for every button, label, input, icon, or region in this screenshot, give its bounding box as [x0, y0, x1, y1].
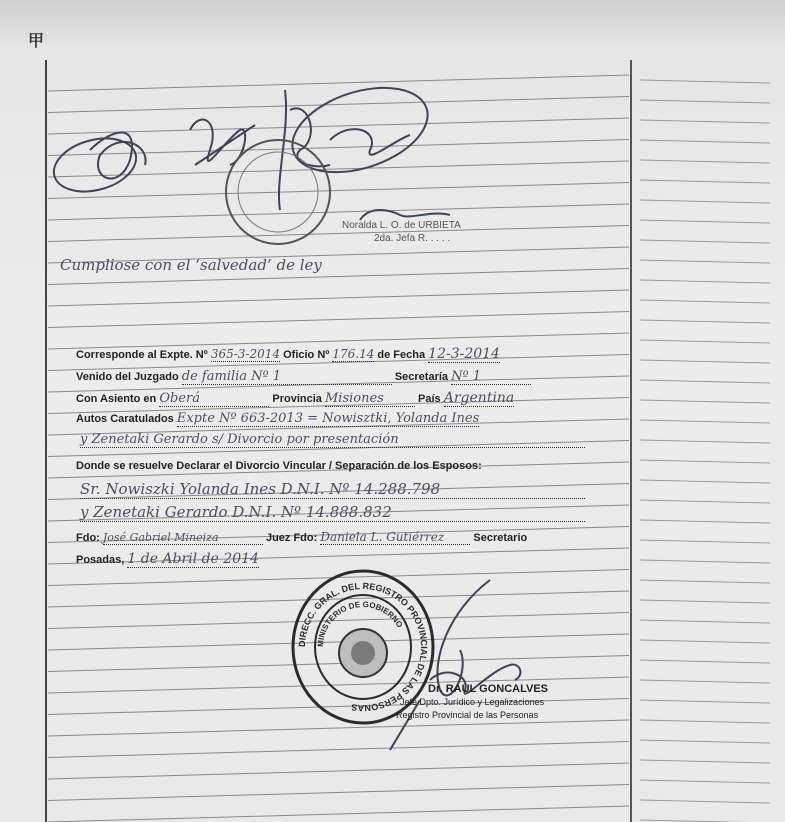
secretario-label: Secretario [473, 532, 528, 544]
oficio-value: 176.14 [332, 347, 375, 361]
secretaria-label: Secretaría [394, 371, 449, 383]
autos-value-2: y Zenetaki Gerardo s/ Divorcio por presentación [80, 432, 585, 448]
pais-label: País [418, 393, 441, 405]
official-line-1: Jefe Dpto. Jurídico y Legalizaciones [400, 697, 545, 707]
fecha-value: 12-3-2014 [428, 346, 500, 362]
corner-mark: 甲 [28, 31, 45, 50]
juzgado-value: de familia Nº 1 [182, 369, 392, 385]
provincia-value: Misiones [325, 391, 415, 407]
margin-ruled-line [640, 180, 770, 183]
resuelve-value-2: y Zenetaki Gerardo D.N.I. Nº 14.888.832 [80, 503, 585, 522]
margin-ruled-line [640, 500, 770, 503]
margin-ruled-line [640, 560, 770, 563]
margin-ruled-line [640, 260, 770, 263]
margin-ruled-line [640, 280, 770, 283]
juez-value: Daniela L. Gutiérrez [320, 530, 470, 545]
pais-value: Argentina [443, 390, 515, 406]
fdo-value: José Gabriel Mineiza [103, 531, 263, 545]
margin-ruled-line [640, 120, 770, 123]
ruled-line [48, 785, 629, 801]
secretaria-value: Nº 1 [451, 369, 531, 385]
margin-ruled-line [640, 240, 770, 243]
margin-ruled-line [640, 140, 770, 143]
margin-ruled-line [640, 200, 770, 203]
secretary-stamp-role: 2da. Jefa R. . . . . [374, 233, 451, 244]
margin-ruled-line [640, 440, 770, 443]
margin-ruled-line [640, 360, 770, 363]
margin-ruled-line [640, 600, 770, 603]
seal-ring-text: DIRECC. GRAL. DEL REGISTRO PROVINCIAL DE LAS PERSONAS [296, 580, 430, 714]
margin-ruled-line [640, 720, 770, 723]
autos-value-1: Expte Nº 663-2013 = Nowisztki, Yolanda Ines [176, 411, 480, 426]
official-name: Dr. RAUL GONCALVES [428, 683, 548, 695]
margin-ruled-line [640, 740, 770, 743]
margin-ruled-line [640, 160, 770, 163]
margin-ruled-line [640, 580, 770, 583]
margin-ruled-line [640, 400, 770, 403]
juzgado-row [76, 369, 531, 385]
margin-ruled-line [640, 340, 770, 343]
margin-ruled-line [640, 780, 770, 783]
margin-ruled-line [640, 800, 770, 803]
autos-row [76, 411, 479, 426]
posadas-label: Posadas, [76, 554, 125, 566]
juez-label: Juez Fdo: [265, 532, 318, 544]
ruled-line [48, 312, 629, 328]
margin-ruled-line [640, 640, 770, 643]
fdo-row [76, 530, 527, 545]
autos-label: Autos Caratulados [76, 413, 174, 425]
posadas-value: 1 de Abril de 2014 [127, 551, 259, 567]
margin-ruled-line [640, 760, 770, 763]
cumpliose-note: Cumpliose con el ‘salvedad’ de ley [60, 256, 322, 274]
margin-ruled-line [640, 700, 770, 703]
ruled-line [48, 763, 629, 779]
expte-label: Corresponde al Expte. Nº [76, 349, 208, 361]
margin-ruled-line [640, 320, 770, 323]
expte-value: 365-3-2014 [210, 347, 281, 361]
secretary-stamp-name: Noralda L. O. de URBIETA [342, 220, 461, 231]
asiento-value: Oberá [159, 391, 269, 407]
margin-ruled-line [640, 520, 770, 523]
expte-row [76, 346, 500, 362]
margin-ruled-line [640, 660, 770, 663]
fecha-label: de Fecha [377, 349, 426, 361]
juzgado-label: Venido del Juzgado [76, 371, 179, 383]
resuelve-label: Donde se resuelve Declarar el Divorcio Vincular / Separación de los Esposos: [76, 460, 482, 472]
resuelve-value-1: Sr. Nowiszki Yolanda Ines D.N.I. Nº 14.288.798 [80, 480, 585, 499]
margin-ruled-line [640, 460, 770, 463]
provincia-label: Provincia [272, 393, 322, 405]
margin-ruled-line [640, 80, 770, 83]
margin-ruled-line [640, 680, 770, 683]
asiento-label: Con Asiento en [76, 393, 157, 405]
oficio-label: Oficio Nº [283, 349, 330, 361]
margin-ruled-line [640, 220, 770, 223]
margin-ruled-line [640, 480, 770, 483]
asiento-row [76, 390, 514, 407]
ruled-line [48, 806, 629, 822]
posadas-row [76, 551, 259, 567]
seal-inner-text: MINISTERIO DE GOBIERNO [315, 599, 405, 648]
official-line-2: Registro Provincial de las Personas [396, 710, 539, 720]
margin-ruled-line [640, 300, 770, 303]
official-signature [370, 570, 570, 760]
margin-ruled-line [640, 380, 770, 383]
fdo-label: Fdo: [76, 532, 100, 544]
margin-ruled-line [640, 620, 770, 623]
margin-ruled-line [640, 540, 770, 543]
margin-ruled-line [640, 420, 770, 423]
ruled-line [48, 290, 629, 306]
margin-ruled-line [640, 100, 770, 103]
